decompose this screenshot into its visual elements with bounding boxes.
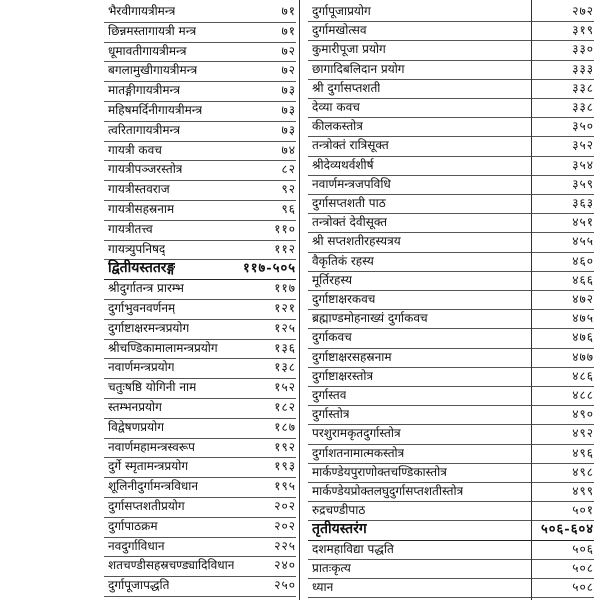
toc-entry-page-number: ५०८ xyxy=(572,560,594,575)
toc-entry xyxy=(308,117,594,137)
toc-entry-page-number: ५०८ xyxy=(572,580,594,594)
toc-entry xyxy=(308,252,594,272)
toc-entry-title: श्री सप्तशतीरहस्यत्रय xyxy=(312,234,401,249)
toc-entry xyxy=(308,386,594,406)
toc-entry-title: दुर्गाष्टाक्षरसहस्रनाम xyxy=(312,349,392,364)
toc-entry xyxy=(104,398,296,419)
toc-entry-title: धूमावतीगायत्रीमन्त्र xyxy=(108,43,187,58)
toc-entry-title: रुद्रचण्डीपाठ xyxy=(312,503,366,518)
toc-entry-page-number: ४९० xyxy=(572,407,594,422)
toc-entry-title: दुर्गाष्टाक्षरमन्त्रप्रयोग xyxy=(108,320,190,335)
toc-entry xyxy=(308,194,594,214)
toc-entry-page-number: ४६६ xyxy=(572,272,594,287)
toc-entry-title: दुर्गासप्तशती पाठ xyxy=(312,196,386,210)
toc-entry-page-number: २०२ xyxy=(274,499,296,513)
toc-entry-title: मूर्तिरहस्य xyxy=(312,272,353,287)
toc-entry xyxy=(308,367,594,387)
toc-entry xyxy=(308,60,594,80)
toc-entry xyxy=(104,81,296,102)
toc-entry xyxy=(104,240,296,261)
toc-entry xyxy=(308,213,594,233)
toc-entry-page-number: २२५ xyxy=(274,538,296,553)
toc-entry xyxy=(104,497,296,518)
toc-entry-title: परशुरामकृतदुर्गास्तोत्र xyxy=(312,426,401,441)
toc-entry xyxy=(104,477,296,498)
toc-entry-page-number: ३५९ xyxy=(572,176,594,191)
toc-entry-title: दुर्गाष्टाक्षरकवच xyxy=(312,292,376,306)
toc-entry-page-number: ४९६ xyxy=(572,445,594,460)
toc-entry-page-number: ४५५ xyxy=(572,234,594,249)
toc-entry-title: नवार्णमन्त्रजपविधि xyxy=(312,176,391,191)
toc-entry-page-number: ४७७ xyxy=(572,349,594,364)
toc-entry-page-number: ४६० xyxy=(572,253,594,268)
toc-entry xyxy=(104,220,296,241)
toc-entry xyxy=(104,418,296,439)
toc-entry-title: द्वितीयस्ततरङ्ग xyxy=(108,260,176,277)
toc-entry-title: गायत्रीपञ्जरस्तोत्र xyxy=(108,162,183,177)
toc-entry-page-number: ३१९ xyxy=(572,23,594,38)
toc-entry xyxy=(308,2,594,22)
toc-left-column xyxy=(104,0,296,600)
toc-entry xyxy=(104,121,296,142)
toc-entry-title: दुर्गे स्मृतामन्त्रप्रयोग xyxy=(108,459,189,474)
toc-entry-page-number: ११७ xyxy=(274,281,296,296)
toc-entry xyxy=(104,339,296,360)
toc-entry xyxy=(308,444,594,464)
toc-entry-title: गायत्रीस्तवराज xyxy=(108,182,170,197)
toc-entry-page-number: ९६ xyxy=(281,202,296,216)
toc-entry-page-number: १३६ xyxy=(274,340,296,355)
toc-entry-title: श्रीचण्डिकामालामन्त्रप्रयोग xyxy=(108,340,218,355)
toc-entry-page-number: ७३ xyxy=(281,83,296,98)
toc-entry xyxy=(308,405,594,425)
toc-entry-page-number: ४८६ xyxy=(572,368,594,383)
toc-entry xyxy=(308,79,594,99)
toc-entry xyxy=(104,200,296,221)
toc-entry xyxy=(308,540,594,560)
toc-entry-title: मार्कण्डेयप्रोक्तलघुदुर्गासप्तशतीस्तोत्र xyxy=(312,484,464,498)
toc-entry-title: नवार्णमहामन्त्रस्वरूप xyxy=(108,439,195,454)
toc-entry xyxy=(104,299,296,320)
toc-entry-page-number: ३३३ xyxy=(572,61,594,76)
toc-entry-title: दुर्गापूजापद्धति xyxy=(108,578,170,593)
toc-entry-title: नवार्णमन्त्रप्रयोग xyxy=(108,360,175,375)
toc-entry xyxy=(308,271,594,291)
toc-entry xyxy=(104,160,296,181)
toc-entry xyxy=(104,517,296,538)
toc-entry xyxy=(308,482,594,502)
toc-entry-title: शतचण्डीसहस्रचण्ड्यादिविधान xyxy=(108,558,235,573)
toc-entry-page-number: ४९९ xyxy=(572,484,594,498)
toc-entry-page-number: ७२ xyxy=(281,63,296,78)
toc-entry-title: विद्वेषणप्रयोग xyxy=(108,419,164,434)
toc-entry-page-number: ११७-५०५ xyxy=(243,261,296,277)
toc-entry xyxy=(308,578,594,598)
toc-entry-title: दुर्गास्तोत्र xyxy=(312,407,350,422)
toc-entry-page-number: ५०१ xyxy=(572,503,594,518)
toc-entry xyxy=(308,232,594,252)
toc-entry-title: दुर्गापाठक्रम xyxy=(108,518,158,533)
toc-entry xyxy=(308,21,594,41)
toc-entry-page-number: ७३ xyxy=(281,122,296,137)
toc-entry-title: दुर्गास्तव xyxy=(312,388,347,402)
toc-entry-page-number: ४७२ xyxy=(572,292,594,306)
toc-entry xyxy=(104,42,296,63)
toc-entry xyxy=(308,156,594,176)
toc-entry-page-number: ३५४ xyxy=(572,157,594,172)
toc-entry xyxy=(308,136,594,156)
toc-entry xyxy=(308,98,594,118)
toc-entry-title: दुर्गाशतनामात्मकस्तोत्र xyxy=(312,445,405,460)
toc-entry-title: श्रीदेव्यथर्वशीर्ष xyxy=(312,157,374,172)
toc-entry xyxy=(308,175,594,195)
toc-entry-title: स्तम्भनप्रयोग xyxy=(108,400,162,414)
toc-entry-title: त्वरितागायत्रीमन्त्र xyxy=(108,122,181,137)
toc-section-heading xyxy=(104,259,296,280)
toc-entry-page-number: २०२ xyxy=(274,518,296,533)
toc-entry-title: नवदुर्गाविधान xyxy=(108,538,165,553)
toc-entry-title: छिन्नमस्तागायत्री मन्त्र xyxy=(108,23,197,38)
toc-entry-page-number: ९२ xyxy=(281,182,296,197)
toc-entry xyxy=(308,501,594,521)
toc-entry-page-number: ३५२ xyxy=(572,138,594,153)
toc-entry-page-number: ७२ xyxy=(281,43,296,58)
toc-entry-page-number: ७४ xyxy=(281,142,296,157)
toc-entry-page-number: ५०६-६०४ xyxy=(541,522,594,538)
toc-entry xyxy=(104,101,296,122)
toc-entry-page-number: ३३० xyxy=(572,42,594,57)
toc-entry xyxy=(308,290,594,310)
toc-entry xyxy=(104,358,296,379)
toc-entry-title: ब्रह्माण्डमोहनाख्यं दुर्गाकवच xyxy=(312,311,428,326)
toc-entry xyxy=(104,537,296,558)
toc-entry-title: दशमहाविद्या पद्धति xyxy=(312,541,394,556)
toc-entry-title: बगलामुखीगायत्रीमन्त्र xyxy=(108,63,198,78)
toc-entry xyxy=(104,22,296,43)
toc-entry xyxy=(104,319,296,340)
toc-entry-page-number: ३६३ xyxy=(572,196,594,210)
toc-entry-page-number: ३३८ xyxy=(572,100,594,114)
toc-entry-title: तन्त्रोक्तं देवीसूक्त xyxy=(312,215,388,230)
toc-entry xyxy=(104,61,296,82)
toc-entry-page-number: १९५ xyxy=(274,479,296,494)
toc-entry-title: गायत्री कवच xyxy=(108,142,162,157)
toc-entry-title: तन्त्रोक्तं रात्रिसूक्त xyxy=(312,138,389,153)
toc-entry xyxy=(104,556,296,577)
toc-entry-title: दुर्गामखोत्सव xyxy=(312,23,367,38)
toc-entry-title: भैरवीगायत्रीमन्त्र xyxy=(108,4,176,18)
toc-entry-page-number: ४७६ xyxy=(572,330,594,345)
toc-entry-title: दुर्गाष्टाक्षरस्तोत्र xyxy=(312,368,374,383)
toc-entry xyxy=(104,457,296,478)
toc-entry-title: छागादिबलिदान प्रयोग xyxy=(312,61,405,76)
toc-entry-page-number: २४० xyxy=(274,558,296,573)
toc-entry-page-number: ३५० xyxy=(572,119,594,134)
toc-entry-title: चतुःषष्ठि योगिनी नाम xyxy=(108,380,197,395)
toc-entry-page-number: ७३ xyxy=(281,103,296,117)
toc-entry xyxy=(308,424,594,444)
toc-entry-title: गायत्रीतत्त्व xyxy=(108,221,153,236)
page-number-divider-left xyxy=(299,0,300,600)
toc-entry-page-number: १३८ xyxy=(274,360,296,375)
toc-entry-title: देव्या कवच xyxy=(312,100,360,114)
toc-entry-page-number: २७२ xyxy=(572,4,594,18)
toc-entry-title: गायत्र्युपनिषद् xyxy=(108,241,166,256)
toc-entry-page-number: १२१ xyxy=(274,301,296,315)
toc-section-heading xyxy=(308,520,594,540)
toc-entry-page-number: ४५१ xyxy=(572,215,594,230)
toc-entry-title: मातङ्गीगायत्रीमन्त्र xyxy=(108,83,181,98)
toc-entry-page-number: ७१ xyxy=(281,23,296,38)
toc-entry-page-number: ४९२ xyxy=(572,426,594,441)
toc-entry-page-number: १८२ xyxy=(274,400,296,414)
toc-entry-page-number: ४८८ xyxy=(572,388,594,402)
toc-entry xyxy=(104,378,296,399)
toc-entry xyxy=(308,559,594,579)
toc-entry xyxy=(104,279,296,300)
toc-entry xyxy=(308,328,594,348)
toc-right-column xyxy=(308,0,594,600)
toc-entry-page-number: ५०६ xyxy=(572,541,594,556)
toc-entry-page-number: २५० xyxy=(274,578,296,593)
toc-entry-page-number: ८२ xyxy=(281,162,296,177)
toc-entry-title: कुमारीपूजा प्रयोग xyxy=(312,42,386,57)
toc-entry-page-number: ४९८ xyxy=(572,464,594,479)
toc-entry xyxy=(308,348,594,368)
toc-entry-title: दुर्गासप्तशतीप्रयोग xyxy=(108,499,185,513)
toc-entry xyxy=(104,438,296,459)
toc-entry-page-number: १९२ xyxy=(274,439,296,454)
toc-entry-page-number: १९३ xyxy=(274,459,296,474)
toc-entry xyxy=(104,576,296,597)
page-number-divider-right xyxy=(531,0,532,600)
toc-entry-page-number: १२५ xyxy=(274,320,296,335)
toc-entry xyxy=(308,309,594,329)
toc-entry-title: दुर्गाकवच xyxy=(312,330,352,345)
toc-entry-page-number: ११० xyxy=(274,221,296,236)
toc-entry-title: दुर्गाभुवनवर्णनम् xyxy=(108,301,176,315)
toc-entry-page-number: १८७ xyxy=(274,419,296,434)
toc-entry-page-number: ७१ xyxy=(281,4,296,18)
toc-entry-page-number: ११२ xyxy=(274,241,296,256)
toc-entry xyxy=(104,180,296,201)
toc-entry-title: शूलिनीदुर्गामन्त्रविधान xyxy=(108,479,199,494)
toc-entry xyxy=(308,463,594,483)
toc-entry-title: गायत्रीसहस्रनाम xyxy=(108,202,175,216)
toc-entry-title: कीलकस्तोत्र xyxy=(312,119,363,134)
toc-entry-title: मार्कण्डेयपुराणोक्तचण्डिकास्तोत्र xyxy=(312,464,447,479)
toc-entry-title: वैकृतिकं रहस्य xyxy=(312,253,374,268)
toc-entry-title: महिषमर्दिनीगायत्रीमन्त्र xyxy=(108,103,203,117)
toc-entry-title: श्रीदुर्गातन्त्र प्रारम्भ xyxy=(108,281,184,296)
toc-entry-title: प्रातःकृत्य xyxy=(312,560,351,575)
toc-entry-title: श्री दुर्गासप्तशती xyxy=(312,80,381,95)
toc-entry-page-number: ३३८ xyxy=(572,80,594,95)
toc-entry-page-number: १५२ xyxy=(274,380,296,395)
toc-entry-title: तृतीयस्तरंग xyxy=(312,521,367,538)
toc-entry-page-number: ४७५ xyxy=(572,311,594,326)
toc-entry xyxy=(104,141,296,162)
toc-entry-title: ध्यान xyxy=(312,580,334,594)
toc-entry xyxy=(104,2,296,23)
toc-entry xyxy=(308,40,594,60)
toc-entry-title: दुर्गापूजाप्रयोग xyxy=(312,4,371,18)
